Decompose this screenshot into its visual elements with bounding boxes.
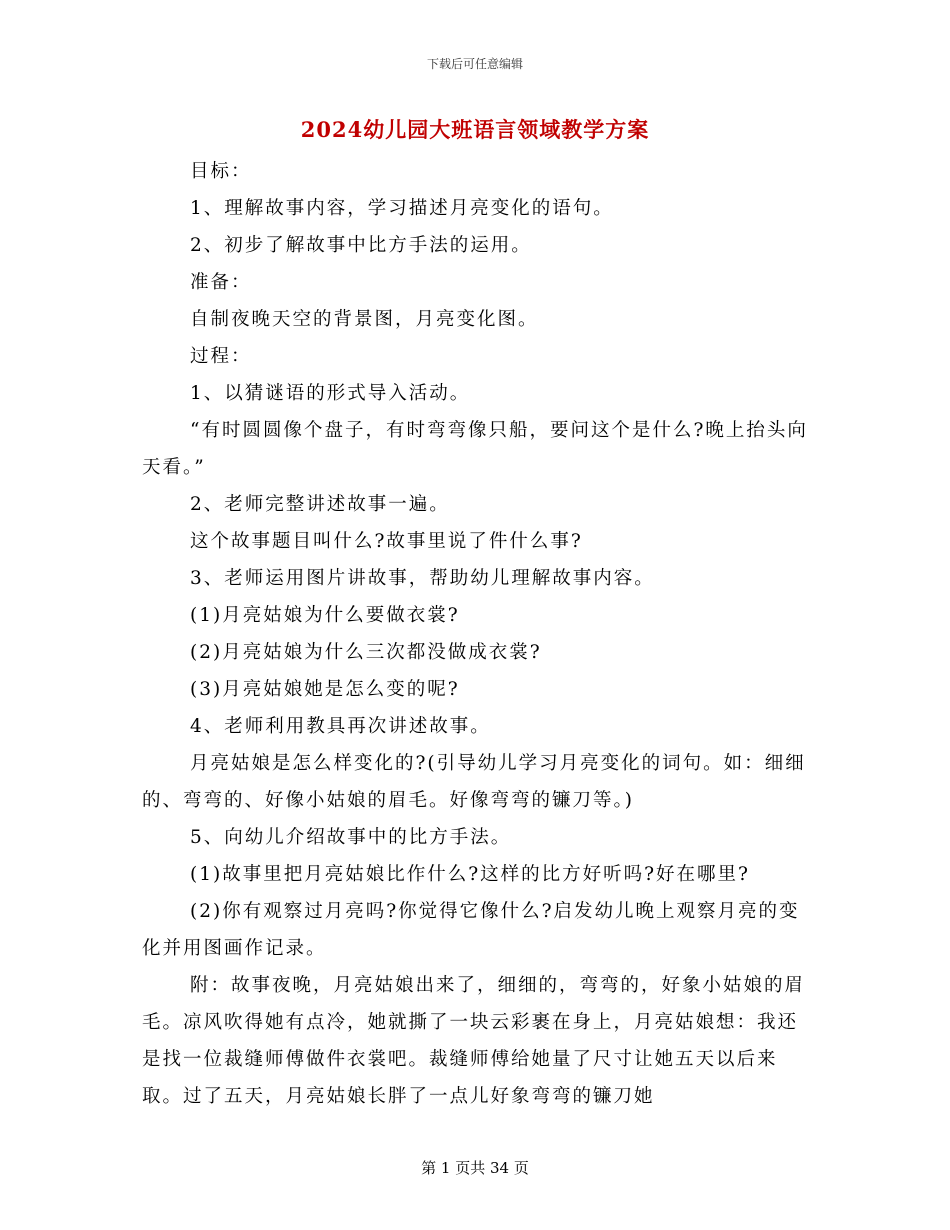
paragraph: 过程： <box>190 346 252 367</box>
paragraph: 1、理解故事内容，学习描述月亮变化的语句。 <box>190 198 614 219</box>
page-number: 第 1 页共 34 页 <box>421 1159 529 1177</box>
paragraph: 这个故事题目叫什么?故事里说了件什么事? <box>190 531 583 552</box>
paragraph: (2)你有观察过月亮吗?你觉得它像什么?启发幼儿晚上观察月亮的变化并用图画作记录。 <box>142 901 800 959</box>
paragraph: (1)故事里把月亮姑娘比作什么?这样的比方好听吗?好在哪里? <box>190 864 750 885</box>
paragraph: 2、初步了解故事中比方手法的运用。 <box>190 235 532 256</box>
paragraph: 2、老师完整讲述故事一遍。 <box>190 494 450 515</box>
paragraph: 4、老师利用教具再次讲述故事。 <box>190 716 491 737</box>
paragraph: (1)月亮姑娘为什么要做衣裳? <box>190 605 460 626</box>
document-title: 2024幼儿园大班语言领域教学方案 <box>300 117 650 142</box>
paragraph: (2)月亮姑娘为什么三次都没做成衣裳? <box>190 642 542 663</box>
paragraph: 3、老师运用图片讲故事，帮助幼儿理解故事内容。 <box>190 568 655 589</box>
paragraph: 附：故事夜晚，月亮姑娘出来了，细细的，弯弯的，好象小姑娘的眉毛。凉风吹得她有点冷，她就撕了一块云彩裹在身上，月亮姑娘想：我还是找一位裁缝师傅做件衣裳吧。裁缝师傅给她量了尺寸让她五天以后来取。过了五天，月亮姑娘长胖了一点儿好象弯弯的镰刀她 <box>142 975 806 1107</box>
paragraph: 目标： <box>190 161 252 182</box>
paragraph: 1、以猜谜语的形式导入活动。 <box>190 383 471 404</box>
paragraph: 自制夜晚天空的背景图，月亮变化图。 <box>190 309 539 330</box>
document-body <box>142 153 808 1115</box>
paragraph: 准备： <box>190 272 252 293</box>
paragraph: 月亮姑娘是怎么样变化的?(引导幼儿学习月亮变化的词句。如：细细的、弯弯的、好像小姑娘的眉毛。好像弯弯的镰刀等。) <box>142 753 806 811</box>
paragraph: (3)月亮姑娘她是怎么变的呢? <box>190 679 460 700</box>
paragraph: 5、向幼儿介绍故事中的比方手法。 <box>190 827 512 848</box>
paragraph: “有时圆圆像个盘子，有时弯弯像只船，要问这个是什么?晚上抬头向天看。” <box>142 420 808 478</box>
header-note: 下载后可任意编辑 <box>426 57 523 71</box>
